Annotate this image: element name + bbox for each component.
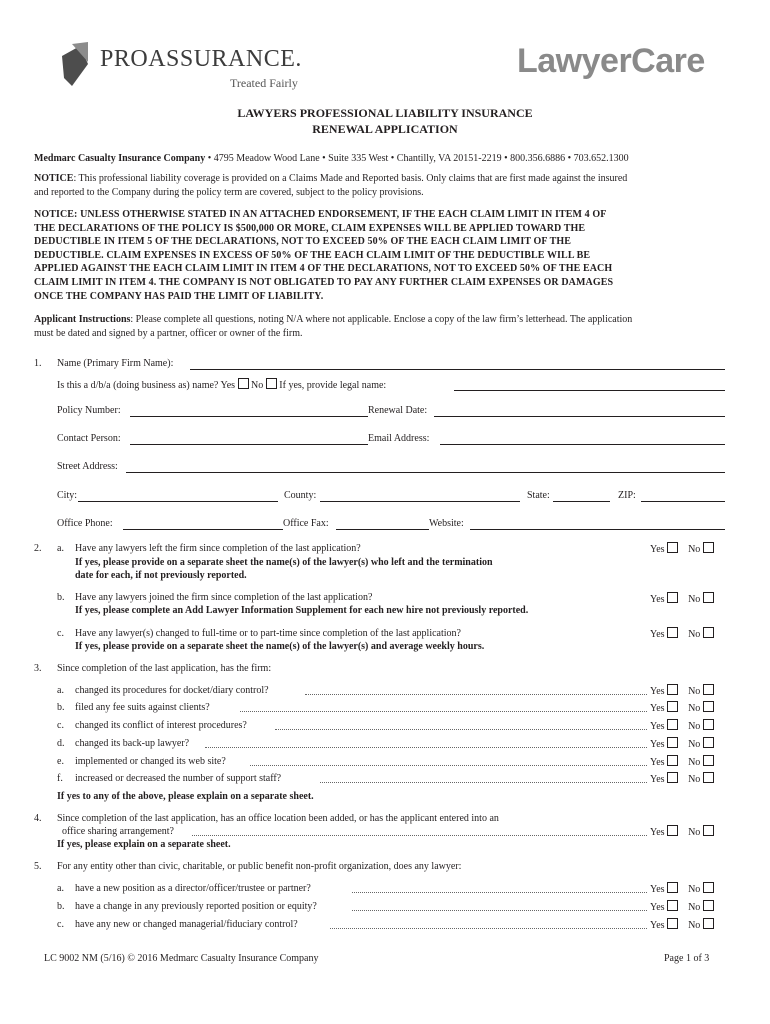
proassurance-name: PROASSURANCE. (100, 46, 302, 72)
q5-item-text: have a new position as a director/officer/trustee or partner? (75, 883, 311, 894)
proassurance-tagline: Treated Fairly (230, 76, 298, 90)
leader-dots (205, 739, 647, 748)
q2a-answer (650, 542, 714, 556)
q4-no-checkbox[interactable] (703, 825, 714, 836)
q3-instruction: If yes to any of the above, please explain on a separate sheet. (57, 791, 314, 802)
no-label: No (688, 920, 701, 931)
no-label: No (688, 629, 701, 640)
notice-text: : This professional liability coverage is provided on a Claims Made and Reported basis. Only claims that are first made against the insured (73, 173, 628, 184)
q3d-answer (650, 737, 714, 751)
no-label: No (688, 902, 701, 913)
instructions-line2: must be dated and signed by a partner, officer or owner of the firm. (34, 328, 303, 339)
q5-item-letter: b. (57, 901, 65, 912)
q4-instruction: If yes, please explain on a separate sheet. (57, 839, 231, 850)
county-label: County: (284, 490, 317, 501)
no-label: No (688, 703, 701, 714)
q4-text-line2: office sharing arrangement? (62, 826, 174, 837)
leader-dots (352, 884, 647, 893)
office-phone-field[interactable] (123, 518, 283, 530)
leader-dots (250, 757, 647, 766)
no-label: No (688, 686, 701, 697)
q4-number: 4. (34, 813, 42, 824)
q5-text: For any entity other than civic, charitable, or public benefit non-profit organization, does any lawyer: (57, 861, 462, 872)
q1-number: 1. (34, 358, 42, 369)
q3b-answer (650, 701, 714, 715)
footer-page-number: Page 1 of 3 (664, 953, 710, 964)
q2-number: 2. (34, 543, 42, 554)
q2c-text: Have any lawyer(s) changed to full-time or to part-time since completion of the last application? (75, 628, 461, 639)
q2b-letter: b. (57, 592, 65, 603)
q3-item-text: increased or decreased the number of support staff? (75, 773, 282, 784)
q2b-text: Have any lawyers joined the firm since completion of the last application? (75, 592, 373, 603)
yes-label: Yes (650, 594, 665, 605)
q2a-instruction: date for each, if not previously reported. (75, 570, 247, 581)
state-field[interactable] (553, 490, 610, 502)
q3e-no-checkbox[interactable] (703, 755, 714, 766)
leader-dots (320, 774, 647, 783)
yes-label: Yes (650, 884, 665, 895)
proassurance-logo (58, 40, 318, 96)
street-address-label: Street Address: (57, 461, 118, 472)
zip-field[interactable] (641, 490, 725, 502)
instructions-text: : Please complete all questions, noting N/A where not applicable. Enclose a copy of the law firm’s letterhead. The application (130, 314, 633, 325)
q3-item-letter: c. (57, 720, 64, 731)
q3a-no-checkbox[interactable] (703, 684, 714, 695)
no-label: No (688, 757, 701, 768)
notice-line1 (34, 172, 627, 185)
q2a-letter: a. (57, 543, 64, 554)
q2c-instruction: If yes, please provide on a separate sheet the name(s) of the lawyer(s) and average weekly hours. (75, 641, 485, 652)
dba-question (57, 378, 386, 392)
q5b-yes-checkbox[interactable] (667, 900, 678, 911)
q2c-answer (650, 627, 714, 641)
yes-label: Yes (650, 544, 665, 555)
q3-item-text: changed its procedures for docket/diary control? (75, 685, 269, 696)
yes-label: Yes (650, 629, 665, 640)
q5b-answer (650, 900, 714, 914)
footer-form-id: LC 9002 NM (5/16) © 2016 Medmarc Casualty Insurance Company (44, 953, 319, 964)
legal-name-label: If yes, provide legal name: (279, 380, 387, 391)
leader-dots (240, 703, 647, 712)
q5a-yes-checkbox[interactable] (667, 882, 678, 893)
no-label: No (688, 884, 701, 895)
form-title-line2: RENEWAL APPLICATION (312, 122, 458, 136)
yes-label: Yes (650, 686, 665, 697)
q5-item-text: have any new or changed managerial/fiduciary control? (75, 919, 298, 930)
q3-item-letter: b. (57, 702, 65, 713)
no-label: No (688, 739, 701, 750)
claims-notice-line: DEDUCTIBLE. CLAIM EXPENSES IN EXCESS OF 50% OF THE EACH CLAIM LIMIT OF THE DEDUCTIBLE WILL BE (34, 249, 591, 261)
q3f-answer (650, 772, 714, 786)
q2c-letter: c. (57, 628, 64, 639)
notice-line2: and reported to the Company during the policy term are covered, subject to the policy provisions. (34, 187, 424, 198)
claims-notice-line: CLAIM LIMIT IN ITEM 4. THE COMPANY IS NOT OBLIGATED TO PAY ANY FURTHER CLAIM EXPENSES OR DAMAGES (34, 276, 614, 288)
q3c-no-checkbox[interactable] (703, 719, 714, 730)
q4-answer (650, 825, 714, 839)
q2a-no-checkbox[interactable] (703, 542, 714, 553)
claims-notice-line: DEDUCTIBLE IN ITEM 5 OF THE DECLARATIONS, NOT TO EXCEED 50% OF THE EACH CLAIM LIMIT OF THE (34, 236, 572, 248)
office-fax-field[interactable] (336, 518, 429, 530)
q3-item-letter: a. (57, 685, 64, 696)
q2b-answer (650, 592, 714, 606)
city-field[interactable] (78, 490, 278, 502)
q3f-yes-checkbox[interactable] (667, 772, 678, 783)
dba-label: Is this a d/b/a (doing business as) name? Yes (57, 380, 236, 391)
q3-item-letter: d. (57, 738, 65, 749)
yes-label: Yes (650, 902, 665, 913)
dba-no-checkbox[interactable] (266, 378, 277, 389)
q5c-answer (650, 918, 714, 932)
q2c-no-checkbox[interactable] (703, 627, 714, 638)
yes-label: Yes (650, 920, 665, 931)
claims-notice-line: THE DECLARATIONS OF THE POLICY IS $500,000 OR MORE, CLAIM EXPENSES WILL BE APPLIED TOWARD THE (34, 222, 586, 234)
leader-dots (275, 721, 647, 730)
company-details: • 4795 Meadow Wood Lane • Suite 335 West • Chantilly, VA 20151-2219 • 800.356.6886 • 703.652.1300 (205, 153, 629, 164)
q2b-no-checkbox[interactable] (703, 592, 714, 603)
instructions-label: Applicant Instructions (34, 314, 131, 325)
q3c-yes-checkbox[interactable] (667, 719, 678, 730)
leader-dots (330, 920, 647, 929)
q3e-yes-checkbox[interactable] (667, 755, 678, 766)
claims-notice-line: ONCE THE COMPANY HAS PAID THE LIMIT OF LIABILITY. (34, 290, 324, 302)
renewal-date-field[interactable] (434, 405, 725, 417)
q3-text: Since completion of the last application, has the firm: (57, 663, 272, 674)
q3-item-text: filed any fee suits against clients? (75, 702, 210, 713)
contact-person-label: Contact Person: (57, 433, 121, 444)
no-label: No (688, 594, 701, 605)
q5a-no-checkbox[interactable] (703, 882, 714, 893)
q2a-yes-checkbox[interactable] (667, 542, 678, 553)
office-fax-label: Office Fax: (283, 518, 329, 529)
q3-item-letter: e. (57, 756, 64, 767)
instructions-line1 (34, 313, 632, 326)
no-label: No (688, 721, 701, 732)
q3c-answer (650, 719, 714, 733)
yes-label: Yes (650, 721, 665, 732)
yes-label: Yes (650, 739, 665, 750)
q3-item-letter: f. (57, 773, 63, 784)
dba-yes-checkbox[interactable] (238, 378, 249, 389)
proassurance-shield-icon (58, 42, 94, 90)
no-label: No (688, 827, 701, 838)
q3b-yes-checkbox[interactable] (667, 701, 678, 712)
email-label: Email Address: (368, 433, 430, 444)
q5a-answer (650, 882, 714, 896)
company-line (34, 152, 629, 165)
q2c-yes-checkbox[interactable] (667, 627, 678, 638)
contact-person-field[interactable] (130, 433, 368, 445)
q3d-yes-checkbox[interactable] (667, 737, 678, 748)
q2b-instruction: If yes, please complete an Add Lawyer Information Supplement for each new hire not previously reported. (75, 605, 529, 616)
q4-text-line1: Since completion of the last application, has an office location been added, or has the applicant entered into an (57, 813, 499, 824)
no-label: No (688, 544, 701, 555)
dba-no-label: No (251, 380, 264, 391)
county-field[interactable] (320, 490, 520, 502)
q5b-no-checkbox[interactable] (703, 900, 714, 911)
lawyercare-logo: LawyerCare (517, 42, 705, 80)
q5-number: 5. (34, 861, 42, 872)
q3-item-text: changed its back-up lawyer? (75, 738, 190, 749)
city-label: City: (57, 490, 78, 501)
firm-name-field[interactable] (190, 358, 725, 370)
leader-dots (305, 686, 647, 695)
leader-dots (352, 902, 647, 911)
claims-notice (34, 208, 613, 303)
form-title-line1: LAWYERS PROFESSIONAL LIABILITY INSURANCE (237, 106, 533, 120)
q5c-yes-checkbox[interactable] (667, 918, 678, 929)
q5-item-letter: c. (57, 919, 64, 930)
email-field[interactable] (440, 433, 725, 445)
state-label: State: (527, 490, 550, 501)
yes-label: Yes (650, 757, 665, 768)
leader-dots (192, 827, 647, 836)
q2a-text: Have any lawyers left the firm since completion of the last application? (75, 543, 361, 554)
claims-notice-line: APPLIED AGAINST THE EACH CLAIM LIMIT IN ITEM 4 OF THE DECLARATIONS, NOT TO EXCEED 50% OF THE EACH (34, 263, 613, 275)
policy-number-field[interactable] (130, 405, 368, 417)
q2a-instruction: If yes, please provide on a separate sheet the name(s) of the lawyer(s) who left and the termination (75, 557, 493, 568)
policy-number-label: Policy Number: (57, 405, 121, 416)
firm-name-label: Name (Primary Firm Name): (57, 358, 174, 369)
q3a-yes-checkbox[interactable] (667, 684, 678, 695)
q3a-answer (650, 684, 714, 698)
yes-label: Yes (650, 703, 665, 714)
renewal-date-label: Renewal Date: (368, 405, 428, 416)
q3e-answer (650, 755, 714, 769)
notice-label: NOTICE (34, 173, 74, 184)
q5-item-letter: a. (57, 883, 64, 894)
no-label: No (688, 774, 701, 785)
q2b-yes-checkbox[interactable] (667, 592, 678, 603)
yes-label: Yes (650, 827, 665, 838)
q4-yes-checkbox[interactable] (667, 825, 678, 836)
q3b-no-checkbox[interactable] (703, 701, 714, 712)
q3-item-text: implemented or changed its web site? (75, 756, 226, 767)
website-field[interactable] (470, 518, 725, 530)
zip-label: ZIP: (618, 490, 636, 501)
office-phone-label: Office Phone: (57, 518, 113, 529)
street-address-field[interactable] (126, 461, 725, 473)
claims-notice-line: NOTICE: UNLESS OTHERWISE STATED IN AN ATTACHED ENDORSEMENT, IF THE EACH CLAIM LIMIT IN ITEM 4 OF (34, 209, 607, 220)
company-name: Medmarc Casualty Insurance Company (34, 153, 206, 164)
q3-number: 3. (34, 663, 42, 674)
q5-item-text: have a change in any previously reported position or equity? (75, 901, 317, 912)
yes-label: Yes (650, 774, 665, 785)
q3d-no-checkbox[interactable] (703, 737, 714, 748)
legal-name-field[interactable] (454, 379, 725, 391)
q3f-no-checkbox[interactable] (703, 772, 714, 783)
q5c-no-checkbox[interactable] (703, 918, 714, 929)
q3-item-text: changed its conflict of interest procedures? (75, 720, 247, 731)
website-label: Website: (429, 518, 464, 529)
